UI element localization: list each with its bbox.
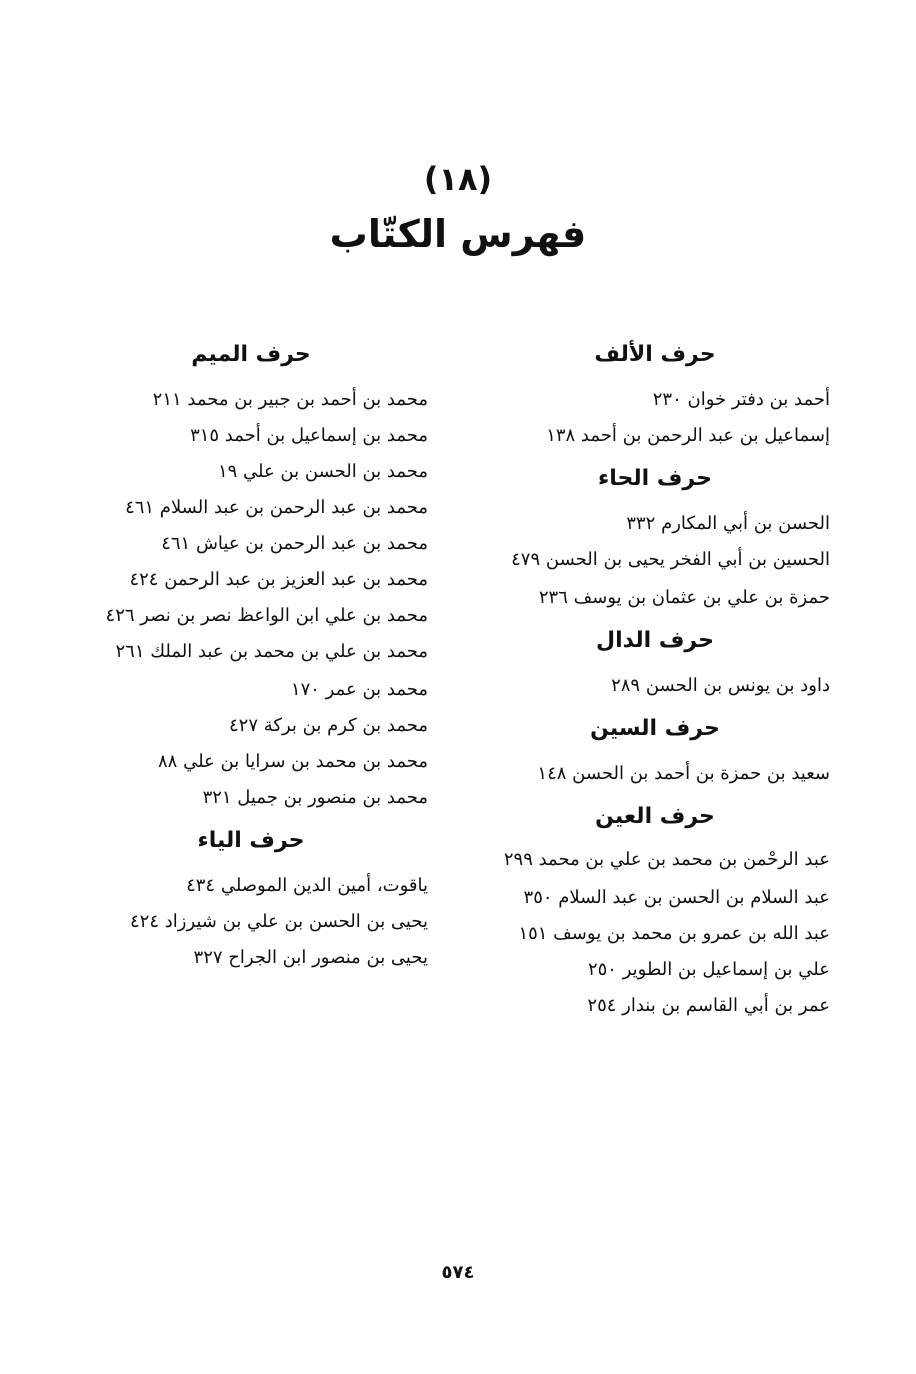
section-ain xyxy=(480,800,830,1024)
index-entry: محمد بن إسماعيل بن أحمد ٣١٥ xyxy=(190,425,428,446)
section-ya xyxy=(74,824,428,976)
index-number: (١٨) xyxy=(423,160,493,198)
section-heading: حرف السين xyxy=(590,716,720,741)
index-entry: محمد بن علي بن محمد بن عبد الملك ٢٦١ xyxy=(115,641,428,662)
index-entry: الحسن بن أبي المكارم ٣٣٢ xyxy=(626,513,830,534)
index-entry: محمد بن الحسن بن علي ١٩ xyxy=(217,461,428,482)
index-entry: إسماعيل بن عبد الرحمن بن أحمد ١٣٨ xyxy=(546,425,830,446)
index-entry: محمد بن عبد العزيز بن عبد الرحمن ٤٢٤ xyxy=(129,569,428,590)
index-header xyxy=(0,160,916,256)
section-heading: حرف الحاء xyxy=(598,466,712,491)
index-entry: سعيد بن حمزة بن أحمد بن الحسن ١٤٨ xyxy=(537,763,830,784)
section-ha xyxy=(480,462,830,616)
index-entry: يحيى بن منصور ابن الجراح ٣٢٧ xyxy=(193,947,428,968)
index-entry: محمد بن أحمد بن جبير بن محمد ٢١١ xyxy=(152,389,428,410)
section-heading: حرف الألف xyxy=(594,342,716,367)
index-entry: ياقوت، أمين الدين الموصلي ٤٣٤ xyxy=(186,875,428,896)
right-column xyxy=(480,330,830,1024)
section-heading: حرف الياء xyxy=(197,828,305,853)
page-title: فهرس الكتّاب xyxy=(329,212,587,256)
index-entry: محمد بن علي ابن الواعظ نصر بن نصر ٤٢٦ xyxy=(105,605,428,626)
section-heading: حرف الدال xyxy=(596,628,714,653)
section-dal xyxy=(480,624,830,704)
index-entry: محمد بن كرم بن بركة ٤٢٧ xyxy=(229,715,428,736)
index-entry: حمزة بن علي بن عثمان بن يوسف ٢٣٦ xyxy=(538,587,830,608)
index-entry: علي بن إسماعيل بن الطوير ٢٥٠ xyxy=(587,959,830,980)
index-entry: عبد الله بن عمرو بن محمد بن يوسف ١٥١ xyxy=(518,923,830,944)
left-column xyxy=(74,330,428,976)
index-entry: يحيى بن الحسن بن علي بن شيرزاد ٤٢٤ xyxy=(130,911,428,932)
section-heading: حرف العين xyxy=(595,804,715,829)
section-sin xyxy=(480,712,830,792)
index-entry: أحمد بن دفتر خوان ٢٣٠ xyxy=(652,389,830,410)
index-entry: عبد السلام بن الحسن بن عبد السلام ٣٥٠ xyxy=(523,887,830,908)
index-entry: محمد بن عبد الرحمن بن عبد السلام ٤٦١ xyxy=(125,497,428,518)
index-entry: عمر بن أبي القاسم بن بندار ٢٥٤ xyxy=(587,995,830,1016)
index-entry: محمد بن محمد بن سرايا بن علي ٨٨ xyxy=(158,751,428,772)
index-entry: محمد بن منصور بن جميل ٣٢١ xyxy=(202,787,428,808)
section-mim xyxy=(74,338,428,816)
page-number: ٥٧٤ xyxy=(441,1262,475,1283)
index-entry: محمد بن عمر ١٧٠ xyxy=(290,679,428,700)
index-entry: الحسين بن أبي الفخر يحيى بن الحسن ٤٧٩ xyxy=(511,549,830,570)
section-alif xyxy=(480,338,830,454)
index-entry: داود بن يونس بن الحسن ٢٨٩ xyxy=(611,675,830,696)
index-entry: عبد الرحْمن بن محمد بن علي بن محمد ٢٩٩ xyxy=(503,849,830,870)
section-heading: حرف الميم xyxy=(191,342,311,367)
index-entry: محمد بن عبد الرحمن بن عياش ٤٦١ xyxy=(161,533,428,554)
